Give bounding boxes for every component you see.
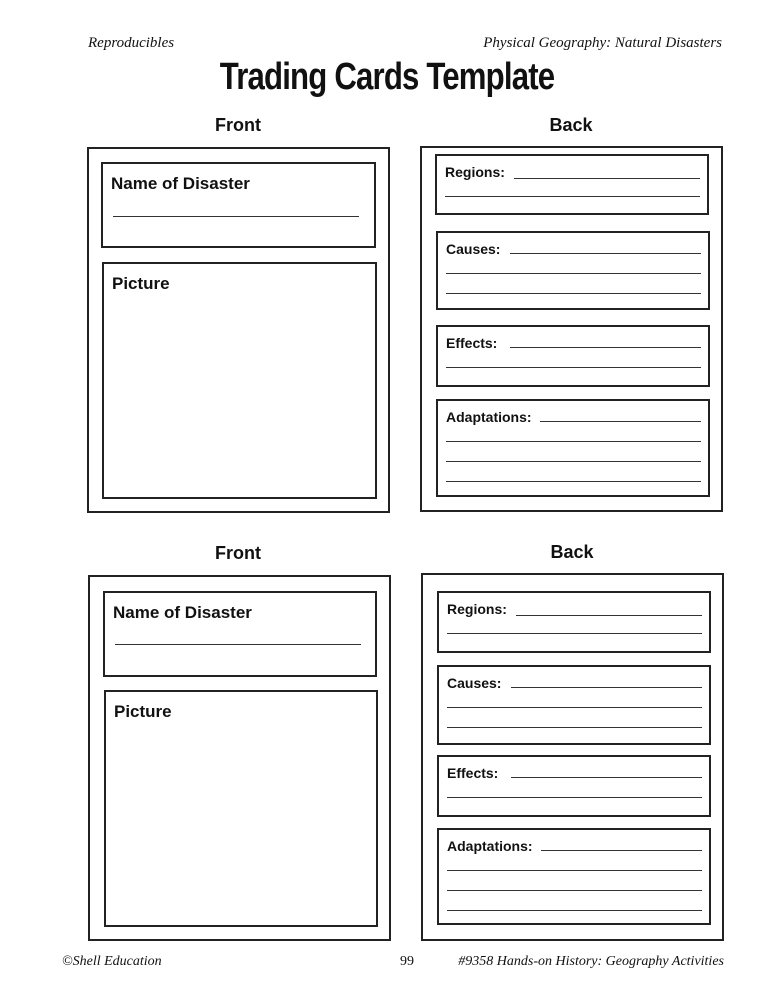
effects-label: Effects:: [446, 335, 498, 351]
write-line: [447, 890, 702, 891]
regions-label: Regions:: [445, 164, 505, 180]
write-line: [446, 293, 701, 294]
back-label: Back: [550, 542, 594, 562]
write-line: [510, 347, 701, 348]
name-box: [103, 591, 377, 677]
header-left: Reproducibles: [88, 35, 175, 51]
header-right: Physical Geography: Natural Disasters: [483, 35, 722, 51]
name-of-disaster-label: Name of Disaster: [111, 174, 250, 193]
effects-box: [437, 755, 711, 817]
name-write-line: [115, 644, 361, 645]
write-line: [446, 367, 701, 368]
footer-right: #9358 Hands-on History: Geography Activities: [458, 954, 724, 969]
back-label: Back: [549, 115, 593, 135]
effects-box: [436, 325, 710, 387]
write-line: [446, 461, 701, 462]
name-of-disaster-label: Name of Disaster: [113, 603, 252, 622]
front-label: Front: [215, 115, 261, 135]
write-line: [511, 687, 702, 688]
write-line: [445, 196, 700, 197]
effects-label: Effects:: [447, 765, 499, 781]
causes-label: Causes:: [446, 241, 501, 257]
write-line: [446, 441, 701, 442]
back-card: [420, 146, 723, 512]
picture-label: Picture: [114, 702, 172, 721]
causes-box: [437, 665, 711, 745]
write-line: [446, 273, 701, 274]
write-line: [447, 797, 702, 798]
name-write-line: [113, 216, 359, 217]
write-line: [447, 870, 702, 871]
write-line: [514, 178, 700, 179]
page-number: 99: [400, 954, 414, 969]
causes-box: [436, 231, 710, 310]
front-card: [87, 147, 390, 513]
front-label: Front: [215, 543, 261, 563]
picture-box: [104, 690, 378, 927]
write-line: [541, 850, 702, 851]
write-line: [447, 727, 702, 728]
adaptations-box: [436, 399, 710, 497]
write-line: [447, 910, 702, 911]
adaptations-label: Adaptations:: [446, 409, 532, 425]
front-card: [88, 575, 391, 941]
adaptations-label: Adaptations:: [447, 838, 533, 854]
write-line: [540, 421, 701, 422]
adaptations-box: [437, 828, 711, 925]
regions-box: [435, 154, 709, 215]
write-line: [511, 777, 702, 778]
footer-left: ©Shell Education: [62, 954, 162, 969]
picture-box: [102, 262, 377, 499]
regions-box: [437, 591, 711, 653]
write-line: [446, 481, 701, 482]
write-line: [516, 615, 702, 616]
name-box: [101, 162, 376, 248]
back-card: [421, 573, 724, 941]
write-line: [447, 707, 702, 708]
write-line: [447, 633, 702, 634]
write-line: [510, 253, 701, 254]
picture-label: Picture: [112, 274, 170, 293]
regions-label: Regions:: [447, 601, 507, 617]
page-title: Trading Cards Template: [219, 56, 555, 98]
causes-label: Causes:: [447, 675, 502, 691]
